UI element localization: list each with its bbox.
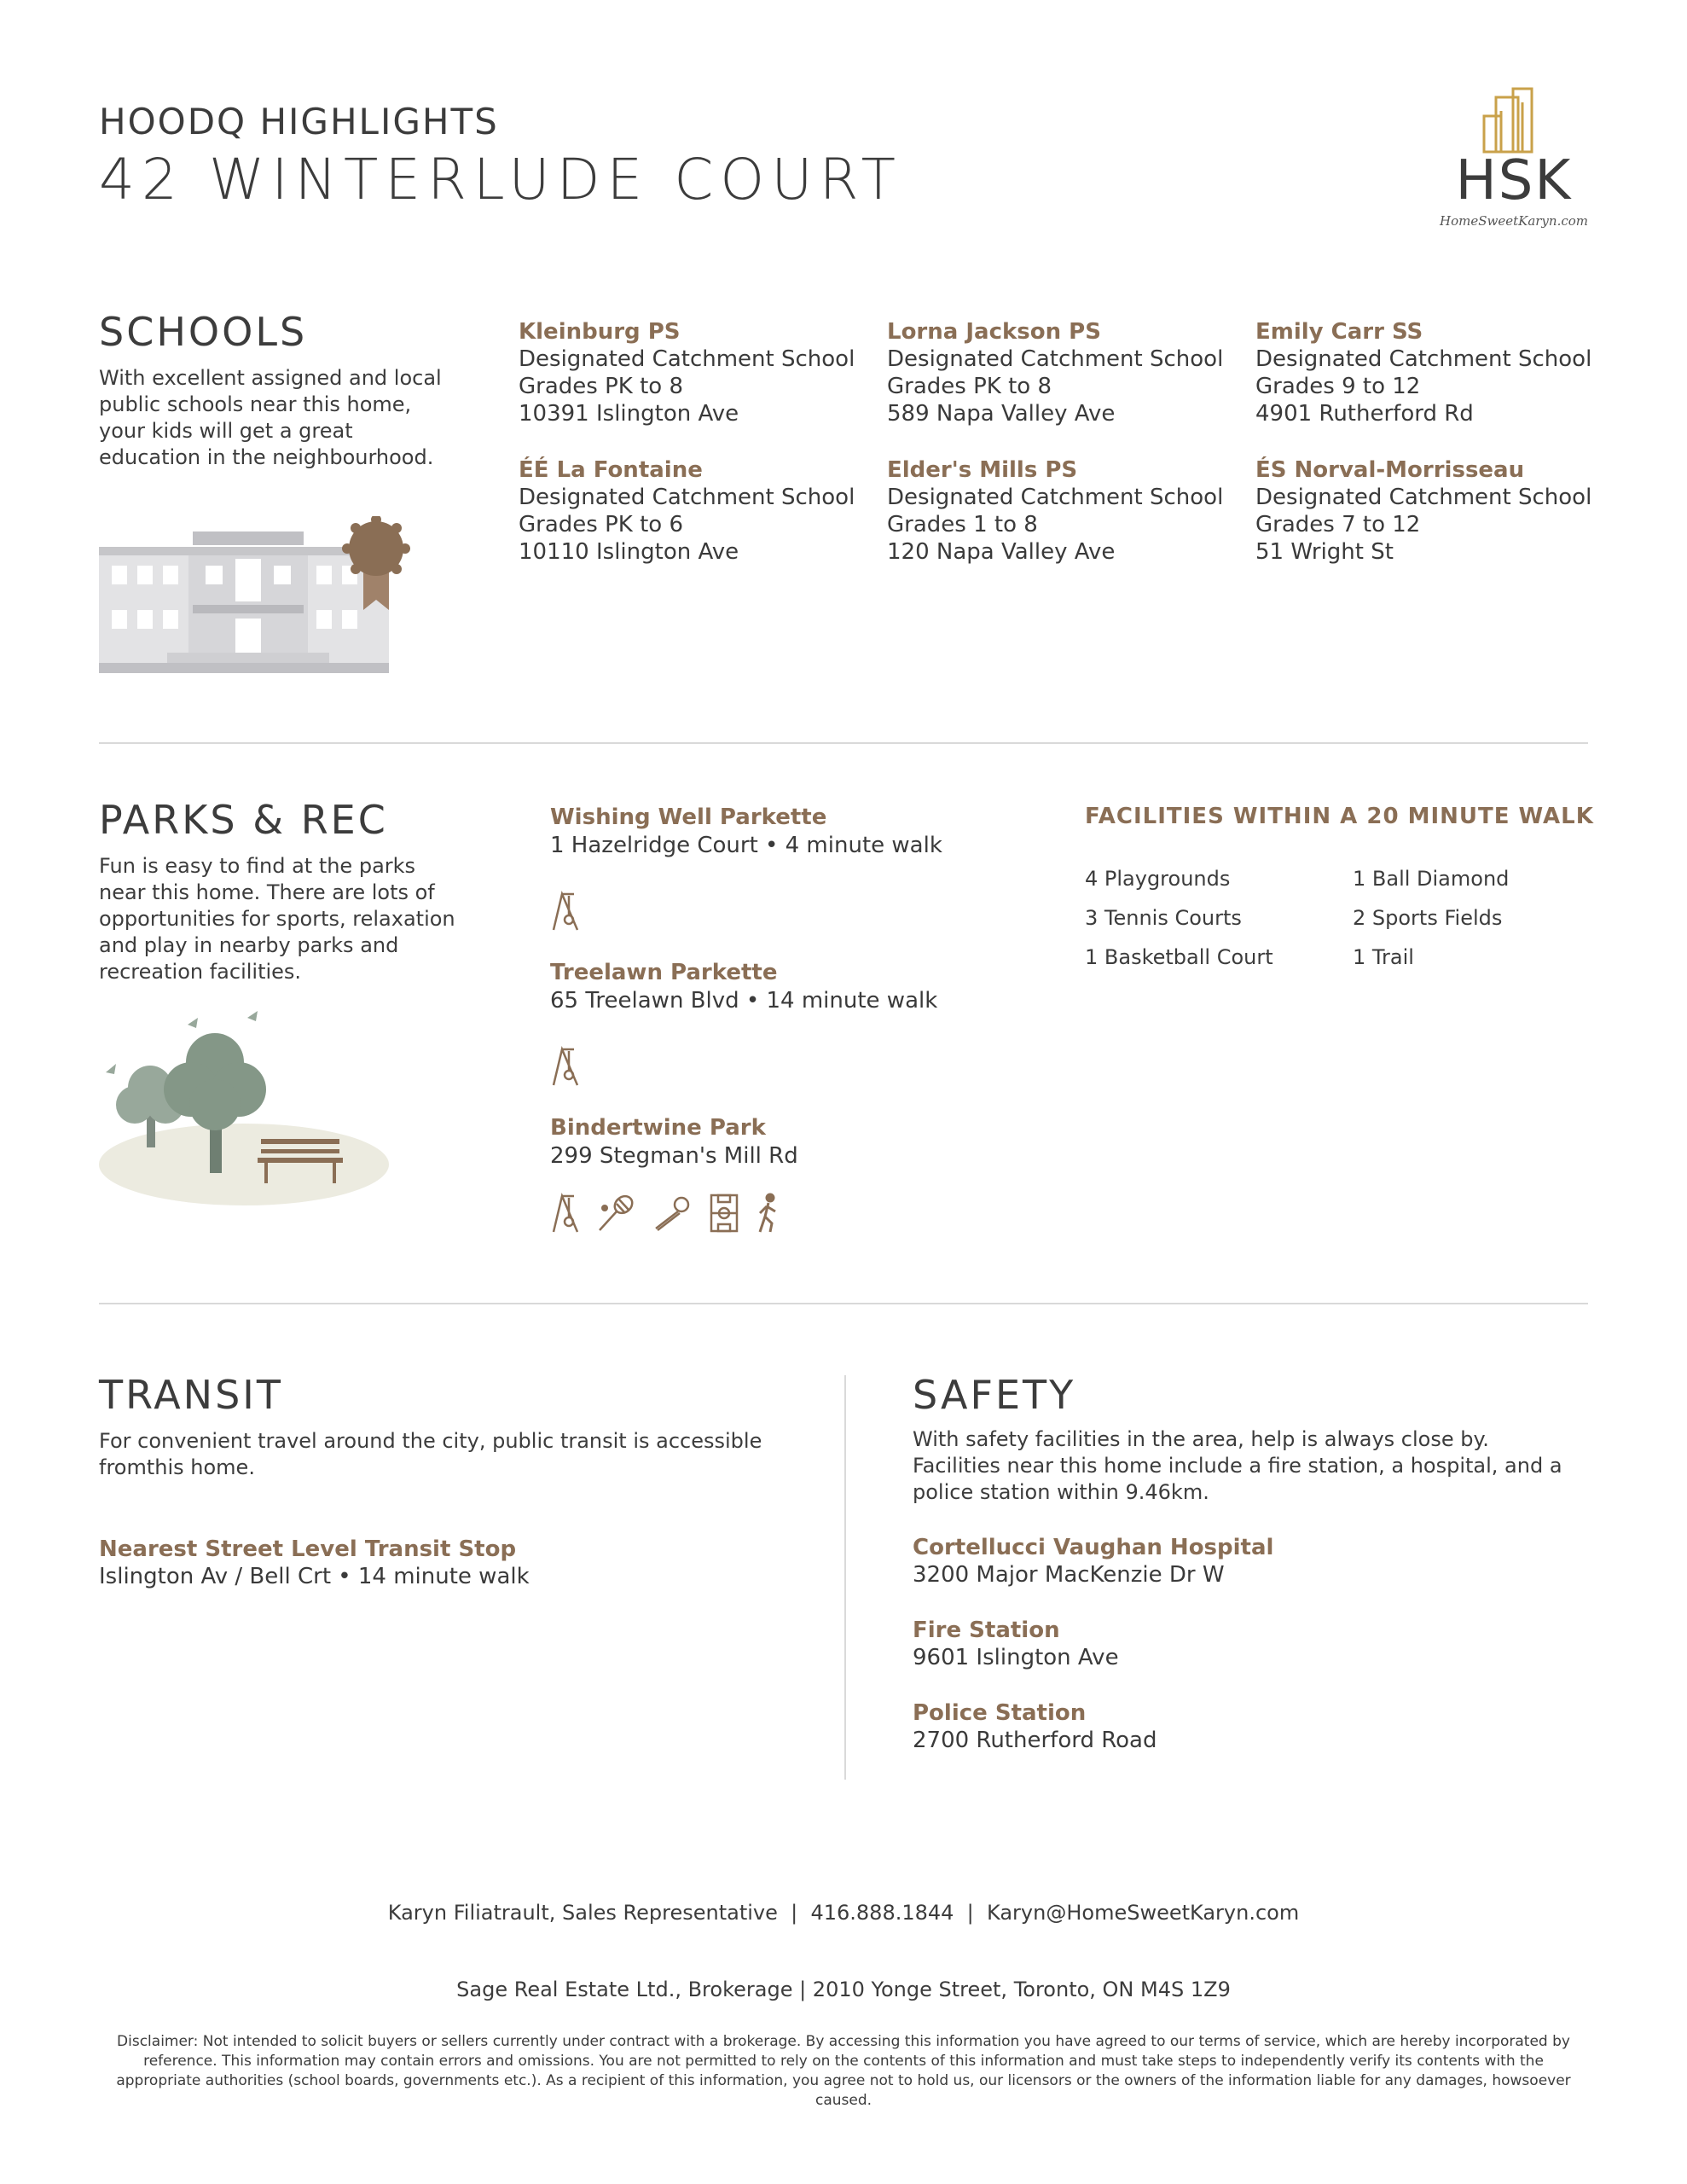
park-item	[550, 1114, 798, 1170]
school-item	[887, 318, 1245, 427]
park-item	[550, 804, 942, 860]
school-item	[519, 456, 877, 566]
school-address: 10110 Islington Ave	[519, 539, 739, 565]
school-item	[887, 456, 1245, 566]
park-name: Wishing Well Parkette	[550, 804, 827, 830]
school-name: Kleinburg PS	[519, 319, 681, 345]
school-name: Elder's Mills PS	[887, 457, 1078, 483]
safety-intro: With safety facilities in the area, help is always close by. Facilities near this home include a fire station, a hospital, and a police station within 9.46km.	[913, 1427, 1562, 1504]
transit-intro: For convenient travel around the city, public transit is accessible fromthis home.	[99, 1429, 762, 1479]
school-address: 4901 Rutherford Rd	[1255, 401, 1474, 427]
transit-stop	[99, 1536, 530, 1590]
facility-item: 2 Sports Fields	[1353, 906, 1503, 930]
school-grades: Grades PK to 8	[519, 374, 683, 399]
school-name: ÉS Norval-Morrisseau	[1255, 457, 1525, 483]
page-kicker: HOODQ HIGHLIGHTS	[99, 101, 499, 142]
school-grades: Grades PK to 8	[887, 374, 1052, 399]
safety-address: 9601 Islington Ave	[913, 1645, 1119, 1670]
school-grades: Grades 7 to 12	[1255, 512, 1421, 537]
school-type: Designated Catchment School	[519, 485, 855, 510]
transit-stop-detail: Islington Av / Bell Crt • 14 minute walk	[99, 1564, 530, 1589]
school-type: Designated Catchment School	[1255, 346, 1592, 372]
building-logo-icon	[1433, 85, 1595, 154]
school-address: 51 Wright St	[1255, 539, 1394, 565]
park-name: Treelawn Parkette	[550, 960, 778, 985]
parks-heading: PARKS & REC	[99, 797, 388, 843]
safety-item	[913, 1534, 1273, 1589]
facility-item: 1 Trail	[1353, 945, 1414, 969]
park-detail: 65 Treelawn Blvd • 14 minute walk	[550, 988, 938, 1014]
column-divider	[844, 1375, 846, 1780]
school-grades: Grades PK to 6	[519, 512, 683, 537]
park-amenity-icons	[550, 1193, 780, 1234]
tennis-icon	[596, 1193, 637, 1234]
baseball-icon	[652, 1193, 693, 1234]
facility-item: 3 Tennis Courts	[1085, 906, 1242, 930]
school-type: Designated Catchment School	[887, 346, 1224, 372]
logo-text: HSK	[1455, 149, 1573, 212]
school-type: Designated Catchment School	[519, 346, 855, 372]
playground-icon	[550, 1193, 581, 1234]
park-detail: 299 Stegman's Mill Rd	[550, 1143, 798, 1169]
footer-disclaimer: Disclaimer: Not intended to solicit buyers or sellers currently under contract with a brokerage. By accessing this information you have agreed to our terms of service, which are hereby incorporated by reference. This information may contain errors and omissions. You are not permitted to rely on the contents of this information and must take steps to independently verify its contents with the appropriate authorities (school boards, governments etc.). As a recipient of this information, you agree not to hold us, our licensors or the owners of the information liable for any damages, howsoever caused.	[116, 2033, 1571, 2109]
logo-signature: HomeSweetKaryn.com	[1440, 213, 1588, 229]
safety-name: Fire Station	[913, 1618, 1060, 1643]
safety-item	[913, 1699, 1157, 1754]
playground-icon	[550, 1046, 581, 1087]
safety-name: Police Station	[913, 1700, 1087, 1726]
school-type: Designated Catchment School	[887, 485, 1224, 510]
page-title: 42 WINTERLUDE COURT	[99, 147, 902, 212]
safety-heading: SAFETY	[913, 1372, 1076, 1418]
safety-address: 3200 Major MacKenzie Dr W	[913, 1562, 1225, 1588]
sports-field-icon	[709, 1193, 739, 1234]
school-type: Designated Catchment School	[1255, 485, 1592, 510]
school-item	[519, 318, 877, 427]
transit-heading: TRANSIT	[99, 1372, 283, 1418]
school-name: Lorna Jackson PS	[887, 319, 1101, 345]
hsk-logo	[1433, 85, 1595, 239]
schools-heading: SCHOOLS	[99, 309, 308, 355]
schools-intro: With excellent assigned and local public schools near this home, your kids will get a great education in the neighbourhood.	[99, 366, 442, 469]
safety-item	[913, 1617, 1119, 1671]
school-name: ÉÉ La Fontaine	[519, 457, 703, 483]
park-name: Bindertwine Park	[550, 1115, 766, 1141]
school-address: 10391 Islington Ave	[519, 401, 739, 427]
park-illustration	[99, 1011, 397, 1207]
transit-stop-label: Nearest Street Level Transit Stop	[99, 1536, 517, 1562]
park-detail: 1 Hazelridge Court • 4 minute walk	[550, 833, 942, 858]
safety-address: 2700 Rutherford Road	[913, 1728, 1157, 1753]
school-grades: Grades 9 to 12	[1255, 374, 1421, 399]
school-address: 589 Napa Valley Ave	[887, 401, 1116, 427]
school-item	[1255, 456, 1614, 566]
trail-icon	[755, 1193, 780, 1234]
playground-icon	[550, 891, 581, 932]
school-grades: Grades 1 to 8	[887, 512, 1038, 537]
safety-name: Cortellucci Vaughan Hospital	[913, 1535, 1274, 1560]
park-item	[550, 959, 937, 1015]
section-divider	[99, 1303, 1588, 1304]
parks-intro: Fun is easy to find at the parks near this home. There are lots of opportunities for sports, relaxation and play in nearby parks and recreation facilities.	[99, 854, 455, 984]
facilities-heading: FACILITIES WITHIN A 20 MINUTE WALK	[1085, 804, 1594, 829]
school-building-illustration	[99, 516, 423, 678]
facility-item: 1 Ball Diamond	[1353, 867, 1510, 891]
facility-item: 4 Playgrounds	[1085, 867, 1231, 891]
school-item	[1255, 318, 1614, 427]
footer-contact: Karyn Filiatrault, Sales Representative | 416.888.1844 | Karyn@HomeSweetKaryn.com	[387, 1901, 1300, 1925]
facility-item: 1 Basketball Court	[1085, 945, 1273, 969]
school-name: Emily Carr SS	[1255, 319, 1423, 345]
school-address: 120 Napa Valley Ave	[887, 539, 1116, 565]
footer-brokerage: Sage Real Estate Ltd., Brokerage | 2010 Yonge Street, Toronto, ON M4S 1Z9	[456, 1978, 1231, 2001]
section-divider	[99, 742, 1588, 744]
